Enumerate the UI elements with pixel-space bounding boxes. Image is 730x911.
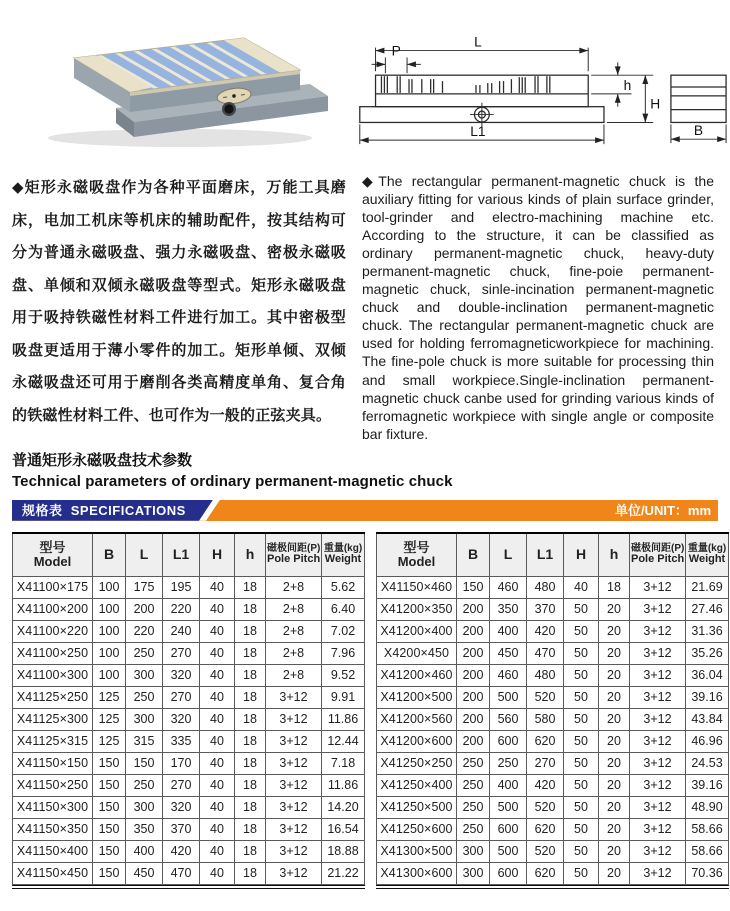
table-cell: 40 (200, 686, 235, 708)
specifications-label-zh: 规格表 (22, 502, 63, 518)
col-header-H: H (200, 533, 235, 577)
table-cell: X41150×150 (13, 752, 93, 774)
table-cell: 420 (527, 774, 564, 796)
table-row (13, 664, 365, 686)
table-cell: 220 (126, 620, 163, 642)
table-cell: X4200×450 (377, 642, 457, 664)
table-cell: 100 (93, 598, 126, 620)
table-cell: 27.46 (686, 598, 729, 620)
table-cell: 300 (126, 664, 163, 686)
table-cell: 350 (126, 818, 163, 840)
table-cell: 100 (93, 620, 126, 642)
table-cell: 40 (200, 642, 235, 664)
table-cell: X41150×400 (13, 840, 93, 862)
table-cell: 18 (235, 752, 266, 774)
table-cell: 14.20 (322, 796, 365, 818)
table-cell: 7.96 (322, 642, 365, 664)
table-cell: 250 (457, 818, 490, 840)
table-cell: X41250×400 (377, 774, 457, 796)
table-cell: 200 (457, 598, 490, 620)
table-cell: 170 (163, 752, 200, 774)
table-cell: 150 (93, 818, 126, 840)
table-cell: 420 (527, 620, 564, 642)
table-cell: 18 (235, 620, 266, 642)
table-cell: 40 (200, 840, 235, 862)
table-row (377, 840, 729, 862)
table-cell: 58.66 (686, 818, 729, 840)
table-cell: 18 (235, 818, 266, 840)
table-cell: 470 (163, 862, 200, 884)
table-cell: 100 (93, 576, 126, 598)
table-cell: 320 (163, 708, 200, 730)
table-cell: 3+12 (266, 774, 322, 796)
table-row (13, 796, 365, 818)
table-cell: 2+8 (266, 598, 322, 620)
table-cell: 18 (235, 664, 266, 686)
table-cell: 315 (126, 730, 163, 752)
header-row (377, 533, 729, 577)
table-cell: X41100×220 (13, 620, 93, 642)
table-cell: 240 (163, 620, 200, 642)
table-cell: 150 (93, 752, 126, 774)
table-cell: 400 (490, 620, 527, 642)
table-cell: 200 (126, 598, 163, 620)
table-cell: 40 (200, 774, 235, 796)
col-header-model: 型号 Model (13, 533, 93, 577)
table-cell: X41200×600 (377, 730, 457, 752)
table-cell: 50 (564, 642, 599, 664)
svg-text:B: B (693, 123, 704, 139)
spec-table-left (12, 532, 365, 885)
header-row (13, 533, 365, 577)
table-cell: X41125×300 (13, 708, 93, 730)
table-cell: X41150×250 (13, 774, 93, 796)
table-cell: X41200×560 (377, 708, 457, 730)
specifications-label-en: SPECIFICATIONS (70, 502, 186, 518)
table-cell: 270 (163, 642, 200, 664)
table-cell: 3+12 (266, 840, 322, 862)
table-cell: 31.36 (686, 620, 729, 642)
intro-paragraph-zh: ◆矩形永磁吸盘作为各种平面磨床，万能工具磨床，电加工机床等机床的辅助配件，按其结构可分为普通永磁吸盘、强力永磁吸盘、密极永磁吸盘、单倾和双倾永磁吸盘等型式。矩形永磁吸盘用于吸持铁磁性材料工件进行加工。其中密极型吸盘更适用于薄小零件的加工。矩形单倾、双倾永磁吸盘还可用于磨削各类高精度单角、复合角的铁磁性材料工件、也可作为一般的正弦夹具。 (12, 179, 346, 424)
table-cell: X41125×315 (13, 730, 93, 752)
table-cell: X41200×500 (377, 686, 457, 708)
table-row (377, 752, 729, 774)
table-cell: 400 (490, 774, 527, 796)
table-cell: X41200×460 (377, 664, 457, 686)
table-cell: 18.88 (322, 840, 365, 862)
table-cell: 40 (200, 708, 235, 730)
table-cell: 11.86 (322, 708, 365, 730)
table-cell: 250 (457, 752, 490, 774)
table-cell: 3+12 (630, 818, 686, 840)
table-cell: 370 (527, 598, 564, 620)
table-cell: 350 (490, 598, 527, 620)
table-row (13, 708, 365, 730)
table-cell: 3+12 (630, 664, 686, 686)
table-cell: 200 (457, 620, 490, 642)
table-cell: X41125×250 (13, 686, 93, 708)
table-cell: 100 (93, 642, 126, 664)
table-cell: 150 (93, 862, 126, 884)
table-cell: X41100×250 (13, 642, 93, 664)
table-cell: 250 (126, 642, 163, 664)
product-photo (12, 16, 346, 158)
table-cell: 3+12 (630, 642, 686, 664)
table-cell: 3+12 (266, 796, 322, 818)
table-cell: X41200×400 (377, 620, 457, 642)
table-cell: X41150×450 (13, 862, 93, 884)
table-cell: 200 (457, 730, 490, 752)
table-cell: 100 (93, 664, 126, 686)
table-cell: 50 (564, 818, 599, 840)
table-row (377, 774, 729, 796)
table-cell: 18 (235, 796, 266, 818)
table-cell: 520 (527, 840, 564, 862)
svg-text:H: H (650, 96, 661, 112)
table-cell: 9.91 (322, 686, 365, 708)
col-header-weight: 重量(kg) Weight (322, 533, 365, 577)
table-cell: 195 (163, 576, 200, 598)
table-cell: 50 (564, 708, 599, 730)
table-row (13, 818, 365, 840)
table-cell: 20 (599, 598, 630, 620)
table-cell: 7.02 (322, 620, 365, 642)
table-cell: 43.84 (686, 708, 729, 730)
table-cell: 20 (599, 840, 630, 862)
table-cell: 70.36 (686, 862, 729, 884)
table-cell: 150 (93, 796, 126, 818)
table-row (13, 752, 365, 774)
spec-tables (0, 521, 730, 889)
spec-table-left-wrap (12, 532, 365, 889)
table-cell: 18 (235, 708, 266, 730)
table-cell: 220 (163, 598, 200, 620)
specifications-bar (12, 500, 718, 521)
table-cell: 400 (126, 840, 163, 862)
table-cell: 24.53 (686, 752, 729, 774)
table-cell: 480 (527, 576, 564, 598)
table-cell: 6.40 (322, 598, 365, 620)
table-cell: 3+12 (630, 620, 686, 642)
table-cell: 50 (564, 840, 599, 862)
table-cell: 520 (527, 796, 564, 818)
table-row (13, 642, 365, 664)
table-cell: 50 (564, 796, 599, 818)
table-cell: 270 (163, 686, 200, 708)
table-cell: 420 (163, 840, 200, 862)
table-cell: 50 (564, 686, 599, 708)
table-row (13, 730, 365, 752)
table-cell: X41200×350 (377, 598, 457, 620)
col-header-l: L (490, 533, 527, 577)
table-cell: 300 (457, 862, 490, 884)
table-cell: 50 (564, 774, 599, 796)
table-cell: 175 (126, 576, 163, 598)
table-cell: 270 (527, 752, 564, 774)
table-cell: 3+12 (630, 708, 686, 730)
table-cell: X41100×175 (13, 576, 93, 598)
table-cell: 500 (490, 686, 527, 708)
table-cell: 40 (564, 576, 599, 598)
table-cell: 3+12 (630, 686, 686, 708)
svg-text:L1: L1 (470, 124, 486, 140)
table-row (377, 862, 729, 884)
table-cell: 320 (163, 664, 200, 686)
table-cell: 620 (527, 862, 564, 884)
table-cell: 20 (599, 752, 630, 774)
table-cell: 200 (457, 664, 490, 686)
table-cell: 36.04 (686, 664, 729, 686)
table-cell: 460 (490, 576, 527, 598)
svg-text:P: P (391, 43, 401, 59)
table-row (13, 576, 365, 598)
table-cell: 250 (126, 686, 163, 708)
table-cell: 2+8 (266, 620, 322, 642)
table-cell: 46.96 (686, 730, 729, 752)
table-cell: 50 (564, 598, 599, 620)
table-cell: 520 (527, 686, 564, 708)
table-cell: 58.66 (686, 840, 729, 862)
table-cell: 18 (235, 840, 266, 862)
table-cell: 300 (126, 708, 163, 730)
table-cell: 2+8 (266, 664, 322, 686)
table-cell: 48.90 (686, 796, 729, 818)
table-cell: 150 (126, 752, 163, 774)
table-cell: 3+12 (630, 730, 686, 752)
table-cell: X41300×500 (377, 840, 457, 862)
spec-table-right-wrap (376, 532, 729, 889)
table-cell: X41150×300 (13, 796, 93, 818)
col-header-b: B (93, 533, 126, 577)
table-cell: 5.62 (322, 576, 365, 598)
col-header-weight: 重量(kg) Weight (686, 533, 729, 577)
table-cell: 3+12 (266, 730, 322, 752)
specifications-label (22, 500, 186, 521)
table-cell: 2+8 (266, 642, 322, 664)
table-cell: 50 (564, 730, 599, 752)
col-header-l1: L1 (163, 533, 200, 577)
col-header-H: H (564, 533, 599, 577)
col-header-model: 型号 Model (377, 533, 457, 577)
table-cell: 250 (457, 774, 490, 796)
table-row (377, 686, 729, 708)
col-header-pitch: 磁极间距(P) Pole Pitch (266, 533, 322, 577)
table-cell: 20 (599, 664, 630, 686)
table-cell: 18 (235, 598, 266, 620)
table-cell: 125 (93, 686, 126, 708)
table-cell: 150 (93, 774, 126, 796)
table-cell: 40 (200, 752, 235, 774)
table-cell: 3+12 (630, 576, 686, 598)
table-cell: 20 (599, 642, 630, 664)
table-row (377, 730, 729, 752)
table-cell: 125 (93, 708, 126, 730)
table-cell: 40 (200, 862, 235, 884)
table-row (377, 796, 729, 818)
table-row (13, 598, 365, 620)
table-row (377, 620, 729, 642)
table-cell: 3+12 (266, 862, 322, 884)
table-cell: 40 (200, 730, 235, 752)
table-cell: 20 (599, 730, 630, 752)
table-cell: 40 (200, 818, 235, 840)
intro-paragraph-en: ◆The rectangular permanent-magnetic chuck is the auxiliary fitting for various kinds of plain surface grinder, tool-grinder and electro-machining machine etc. According to the structure, it can be classified as ordinary permanent-magnetic chuck, heavy-duty permanent-magnetic chuck, fine-poie permanent-magnetic chuck, sinle-incination permanent-magnetic chuck and double-inclination permanent-magnetic chuck. The rectangular permanent-magnetic chuck are used for holding ferromagneticworkpiece for machining. The fine-pole chuck is more suitable for processing thin and small workpiece.Single-inclination permanent-magnetic chuck canbe used for grinding various kinds of ferromagnetic workpiece with single angle or composite bar fixture. (362, 173, 714, 442)
table-cell: 3+12 (266, 752, 322, 774)
table-row (377, 818, 729, 840)
table-cell: 35.26 (686, 642, 729, 664)
table-cell: 450 (126, 862, 163, 884)
table-row (13, 774, 365, 796)
table-row (377, 664, 729, 686)
table-cell: 21.22 (322, 862, 365, 884)
table-cell: 600 (490, 818, 527, 840)
table-cell: 16.54 (322, 818, 365, 840)
table-row (377, 576, 729, 598)
table-row (377, 642, 729, 664)
table-cell: 40 (200, 576, 235, 598)
table-cell: 20 (599, 708, 630, 730)
unit-label: 单位/UNIT：mm (614, 502, 711, 518)
table-cell: X41300×600 (377, 862, 457, 884)
spec-table-right (376, 532, 729, 885)
table-cell: 600 (490, 862, 527, 884)
table-cell: 150 (93, 840, 126, 862)
table-cell: 50 (564, 862, 599, 884)
table-cell: 18 (235, 576, 266, 598)
table-cell: 21.69 (686, 576, 729, 598)
table-cell: 300 (457, 840, 490, 862)
table-cell: 3+12 (266, 708, 322, 730)
table-cell: 18 (235, 642, 266, 664)
table-cell: 20 (599, 620, 630, 642)
table-cell: 40 (200, 796, 235, 818)
svg-text:h: h (623, 77, 632, 93)
table-cell: 18 (235, 686, 266, 708)
table-row (13, 620, 365, 642)
table-cell: 7.18 (322, 752, 365, 774)
table-cell: 20 (599, 796, 630, 818)
table-cell: X41100×200 (13, 598, 93, 620)
section-title-zh: 普通矩形永磁吸盘技术参数 (12, 451, 193, 469)
table-cell: 125 (93, 730, 126, 752)
intro-row (0, 158, 730, 443)
table-cell: 270 (163, 774, 200, 796)
table-cell: 150 (457, 576, 490, 598)
table-cell: X41250×250 (377, 752, 457, 774)
table-cell: 470 (527, 642, 564, 664)
col-header-h: h (235, 533, 266, 577)
table-cell: 620 (527, 818, 564, 840)
table-cell: 3+12 (630, 752, 686, 774)
table-cell: 18 (235, 774, 266, 796)
table-cell: 450 (490, 642, 527, 664)
table-cell: 200 (457, 642, 490, 664)
table-cell: 39.16 (686, 774, 729, 796)
table-cell: 3+12 (630, 796, 686, 818)
table-cell: 20 (599, 862, 630, 884)
table-cell: 320 (163, 796, 200, 818)
table-cell: 3+12 (630, 774, 686, 796)
table-cell: 11.86 (322, 774, 365, 796)
table-cell: 18 (235, 730, 266, 752)
table-cell: 39.16 (686, 686, 729, 708)
table-cell: 580 (527, 708, 564, 730)
col-header-b: B (457, 533, 490, 577)
table-cell: 300 (126, 796, 163, 818)
table-cell: X41250×600 (377, 818, 457, 840)
table-cell: 40 (200, 620, 235, 642)
col-header-h: h (599, 533, 630, 577)
col-header-pitch: 磁极间距(P) Pole Pitch (630, 533, 686, 577)
table-cell: 20 (599, 686, 630, 708)
table-cell: 3+12 (266, 818, 322, 840)
table-cell: 40 (200, 664, 235, 686)
col-header-l: L (126, 533, 163, 577)
table-cell: 12.44 (322, 730, 365, 752)
table-cell: X41150×350 (13, 818, 93, 840)
table-cell: 3+12 (266, 686, 322, 708)
figures-row (0, 0, 730, 158)
svg-text:L: L (474, 34, 482, 50)
section-title-en: Technical parameters of ordinary permanent-magnetic chuck (12, 472, 453, 490)
table-cell: 40 (200, 598, 235, 620)
table-cell: 500 (490, 840, 527, 862)
table-cell: 50 (564, 752, 599, 774)
table-cell: 250 (126, 774, 163, 796)
table-cell: 600 (490, 730, 527, 752)
table-cell: 3+12 (630, 862, 686, 884)
table-row (13, 840, 365, 862)
table-row (377, 708, 729, 730)
table-cell: 200 (457, 708, 490, 730)
table-cell: 3+12 (630, 598, 686, 620)
table-row (377, 598, 729, 620)
table-cell: 560 (490, 708, 527, 730)
table-cell: 20 (599, 818, 630, 840)
table-cell: 50 (564, 664, 599, 686)
table-cell: 370 (163, 818, 200, 840)
table-cell: 200 (457, 686, 490, 708)
table-cell: 500 (490, 796, 527, 818)
table-cell: 20 (599, 774, 630, 796)
table-cell: 50 (564, 620, 599, 642)
technical-drawing (346, 16, 730, 158)
table-cell: 460 (490, 664, 527, 686)
table-row (13, 862, 365, 884)
table-cell: 620 (527, 730, 564, 752)
table-cell: 18 (599, 576, 630, 598)
table-cell: 335 (163, 730, 200, 752)
table-row (13, 686, 365, 708)
table-cell: 9.52 (322, 664, 365, 686)
table-cell: 18 (235, 862, 266, 884)
table-cell: 3+12 (630, 840, 686, 862)
table-cell: 250 (457, 796, 490, 818)
table-cell: 2+8 (266, 576, 322, 598)
section-titles (0, 443, 730, 490)
table-cell: X41250×500 (377, 796, 457, 818)
table-cell: X41150×460 (377, 576, 457, 598)
table-cell: X41100×300 (13, 664, 93, 686)
table-cell: 480 (527, 664, 564, 686)
table-cell: 250 (490, 752, 527, 774)
col-header-l1: L1 (527, 533, 564, 577)
